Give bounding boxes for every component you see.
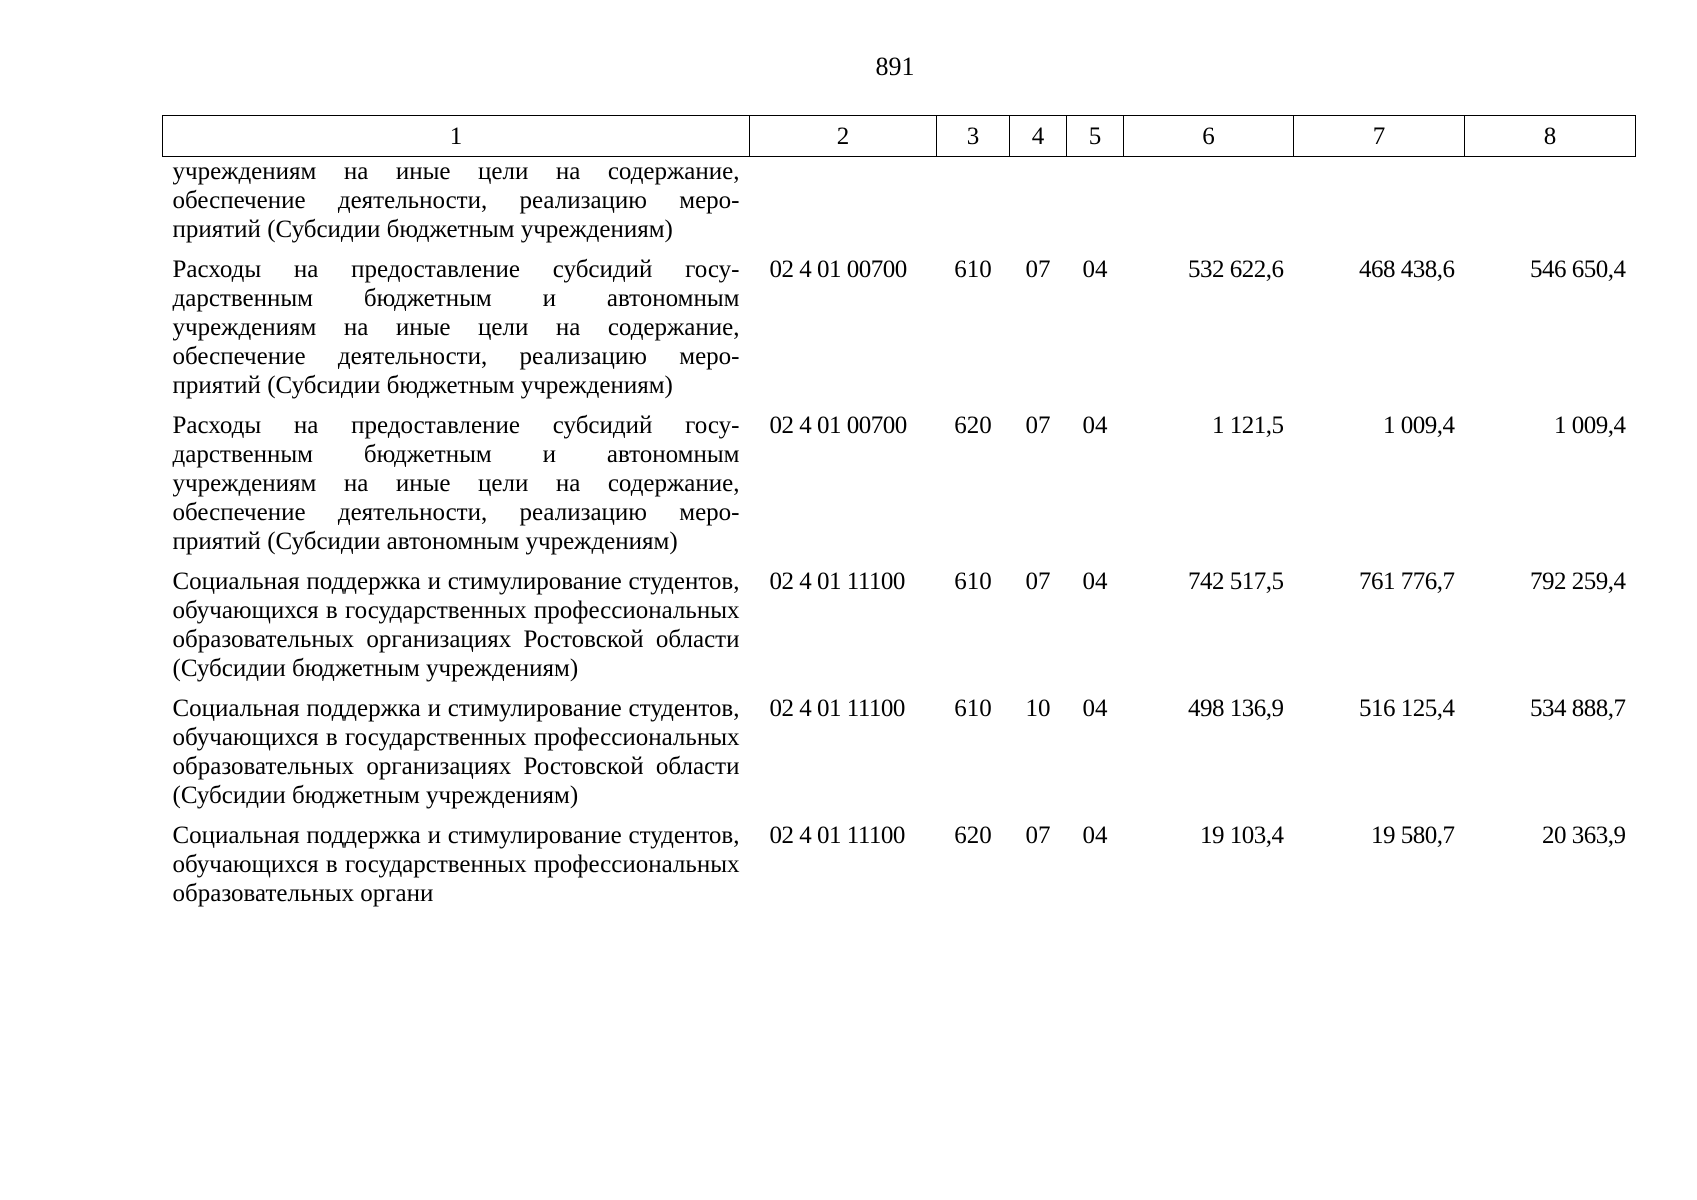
row-section: 07 <box>1025 822 1051 849</box>
row-description: учреждениям на иные цели на содержание, обеспечение деятельности, реализацию мероприятий (Субсидии бюджетным учреждениям) <box>172 158 740 243</box>
row-expense-type <box>937 157 1010 256</box>
row-subsection: 04 <box>1082 256 1108 283</box>
row-section <box>1010 157 1067 256</box>
row-section: 07 <box>1025 412 1051 439</box>
header-col-1: 1 <box>163 116 750 157</box>
row-subsection: 04 <box>1082 412 1108 439</box>
row-expense-type: 610 <box>954 695 992 722</box>
row-amount-col8 <box>1465 157 1636 256</box>
row-amount-col7: 19 580,7 <box>1371 822 1455 849</box>
row-subsection: 04 <box>1082 822 1108 849</box>
table-row <box>163 157 1636 256</box>
row-amount-col6: 498 136,9 <box>1188 695 1284 722</box>
row-target-code: 02 4 01 11100 <box>769 822 905 849</box>
table-header <box>163 116 1636 157</box>
row-amount-col8: 534 888,7 <box>1530 695 1626 722</box>
row-amount-col8: 1 009,4 <box>1554 412 1626 439</box>
row-amount-col7: 1 009,4 <box>1383 412 1455 439</box>
row-expense-type: 620 <box>954 822 992 849</box>
header-col-5: 5 <box>1067 116 1124 157</box>
row-amount-col6 <box>1124 157 1294 256</box>
row-target-code: 02 4 01 11100 <box>769 568 905 595</box>
row-target-code: 02 4 01 00700 <box>769 412 907 439</box>
row-expense-type: 620 <box>954 412 992 439</box>
row-target-code <box>750 157 937 256</box>
table-row <box>163 567 1636 694</box>
row-description: Расходы на предоставление субсидий государственным бюджетным и автономным учреждениям на иные цели на содержание, обеспечение деятельности, реализацию мероприятий (Субсидии автономным учреждениям) <box>172 412 740 555</box>
row-amount-col6: 19 103,4 <box>1200 822 1284 849</box>
row-target-code: 02 4 01 00700 <box>769 256 907 283</box>
table-row <box>163 255 1636 411</box>
row-amount-col6: 742 517,5 <box>1188 568 1284 595</box>
row-subsection: 04 <box>1082 695 1108 722</box>
row-expense-type: 610 <box>954 568 992 595</box>
row-amount-col7: 516 125,4 <box>1359 695 1455 722</box>
header-col-4: 4 <box>1010 116 1067 157</box>
header-col-2: 2 <box>750 116 937 157</box>
page-number: 891 <box>875 52 915 81</box>
row-section: 10 <box>1025 695 1051 722</box>
row-amount-col8: 20 363,9 <box>1542 822 1626 849</box>
table-row <box>163 821 1636 908</box>
row-description: Расходы на предоставление субсидий государственным бюджетным и автономным учреждениям на иные цели на содержание, обеспечение деятельности, реализацию мероприятий (Субсидии бюджетным учреждениям) <box>172 256 740 399</box>
row-description: Социальная поддержка и стимулирование студентов, обучающихся в государственных профессиональных образовательных организациях Ростовской области (Субсидии бюджетным учреждениям) <box>172 695 740 809</box>
header-col-6: 6 <box>1124 116 1294 157</box>
row-amount-col7 <box>1294 157 1465 256</box>
row-amount-col8: 792 259,4 <box>1530 568 1626 595</box>
row-amount-col6: 532 622,6 <box>1188 256 1284 283</box>
row-subsection <box>1067 157 1124 256</box>
row-expense-type: 610 <box>954 256 992 283</box>
row-description: Социальная поддержка и стимулирование студентов, обучающихся в государственных профессиональных образовательных организациях Ростовской области (Субсидии бюджетным учреждениям) <box>172 568 740 682</box>
row-description: Социальная поддержка и стимулирование студентов, обучающихся в государственных профессиональных образовательных органи <box>172 822 740 907</box>
row-amount-col7: 468 438,6 <box>1359 256 1455 283</box>
row-subsection: 04 <box>1082 568 1108 595</box>
budget-table <box>162 115 1636 908</box>
row-amount-col6: 1 121,5 <box>1212 412 1284 439</box>
row-section: 07 <box>1025 256 1051 283</box>
header-col-3: 3 <box>937 116 1010 157</box>
row-target-code: 02 4 01 11100 <box>769 695 905 722</box>
table-row <box>163 411 1636 567</box>
row-amount-col8: 546 650,4 <box>1530 256 1626 283</box>
row-section: 07 <box>1025 568 1051 595</box>
header-col-7: 7 <box>1294 116 1465 157</box>
row-amount-col7: 761 776,7 <box>1359 568 1455 595</box>
table-body <box>163 157 1636 909</box>
header-row <box>163 116 1636 157</box>
header-col-8: 8 <box>1465 116 1636 157</box>
table-row <box>163 694 1636 821</box>
